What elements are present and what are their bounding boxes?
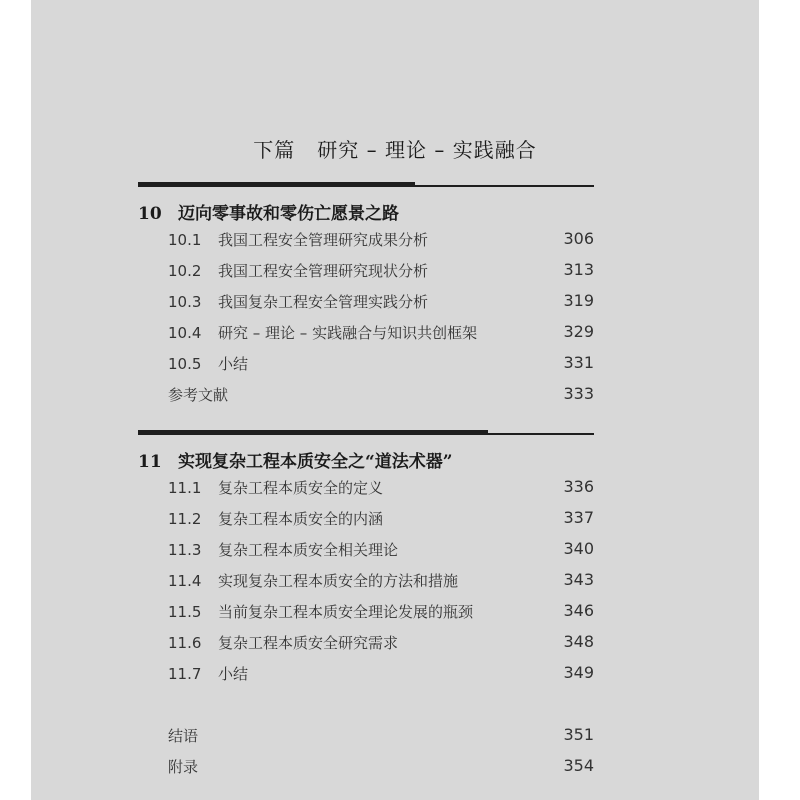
page-number: 349 xyxy=(563,663,594,682)
section-number: 11.1 xyxy=(168,479,202,497)
toc-entry[interactable] xyxy=(168,291,594,313)
section-number: 11.4 xyxy=(168,572,202,590)
chapter-rule-thick xyxy=(138,430,488,435)
toc-entry[interactable] xyxy=(168,353,594,375)
page-number: 346 xyxy=(563,601,594,620)
section-title: 研究 – 理论 – 实践融合与知识共创框架 xyxy=(218,324,478,342)
chapter-rule xyxy=(138,433,594,435)
chapter-rule-thick xyxy=(138,182,415,187)
section-title: 实现复杂工程本质安全的方法和措施 xyxy=(218,572,459,590)
section-number: 11.3 xyxy=(168,541,202,559)
toc-entry[interactable] xyxy=(168,322,594,344)
section-number: 11.7 xyxy=(168,665,202,683)
toc-entry-references[interactable] xyxy=(168,384,594,406)
toc-entry[interactable] xyxy=(168,663,594,685)
section-title: 小结 xyxy=(218,665,249,683)
toc-entry[interactable] xyxy=(168,477,594,499)
toc-entry[interactable] xyxy=(168,632,594,654)
page-number: 313 xyxy=(563,260,594,279)
section-title: 我国复杂工程安全管理实践分析 xyxy=(218,293,429,311)
section-title: 复杂工程本质安全相关理论 xyxy=(218,541,399,559)
section-number: 10.2 xyxy=(168,262,202,280)
page-number: 351 xyxy=(563,725,594,744)
section-number: 10.1 xyxy=(168,231,202,249)
chapter-number: 11 xyxy=(138,452,162,472)
toc-entry[interactable] xyxy=(168,260,594,282)
toc-entry[interactable] xyxy=(168,229,594,251)
page-number: 333 xyxy=(563,384,594,403)
part-name: 研究 – 理论 – 实践融合 xyxy=(317,138,537,162)
toc-entry-conclusion[interactable] xyxy=(168,725,594,747)
page-number: 306 xyxy=(563,229,594,248)
chapter-title: 迈向零事故和零伤亡愿景之路 xyxy=(178,204,399,224)
chapter-title: 实现复杂工程本质安全之“道法术器” xyxy=(178,452,453,472)
part-title xyxy=(31,134,759,163)
page-number: 337 xyxy=(563,508,594,527)
section-number: 11.2 xyxy=(168,510,202,528)
section-number: 11.6 xyxy=(168,634,202,652)
toc-entry[interactable] xyxy=(168,539,594,561)
page-number: 329 xyxy=(563,322,594,341)
section-title: 我国工程安全管理研究现状分析 xyxy=(218,262,429,280)
chapter-number: 10 xyxy=(138,204,162,224)
section-title: 复杂工程本质安全的定义 xyxy=(218,479,384,497)
section-title: 当前复杂工程本质安全理论发展的瓶颈 xyxy=(218,603,474,621)
page-number: 343 xyxy=(563,570,594,589)
backmatter-title: 结语 xyxy=(168,727,199,745)
section-title: 小结 xyxy=(218,355,249,373)
page-number: 354 xyxy=(563,756,594,775)
book-page xyxy=(31,0,759,800)
section-title: 复杂工程本质安全的内涵 xyxy=(218,510,384,528)
page-number: 348 xyxy=(563,632,594,651)
section-title: 我国工程安全管理研究成果分析 xyxy=(218,231,429,249)
toc-entry-appendix[interactable] xyxy=(168,756,594,778)
section-number: 10.5 xyxy=(168,355,202,373)
part-label: 下篇 xyxy=(253,138,296,162)
page-number: 340 xyxy=(563,539,594,558)
chapter-heading[interactable] xyxy=(138,447,453,472)
page-number: 336 xyxy=(563,477,594,496)
section-number: 10.3 xyxy=(168,293,202,311)
chapter-heading[interactable] xyxy=(138,199,399,224)
section-number: 10.4 xyxy=(168,324,202,342)
toc-entry[interactable] xyxy=(168,601,594,623)
section-title: 复杂工程本质安全研究需求 xyxy=(218,634,399,652)
toc-entry[interactable] xyxy=(168,570,594,592)
toc-entry[interactable] xyxy=(168,508,594,530)
page-number: 319 xyxy=(563,291,594,310)
references-title: 参考文献 xyxy=(168,386,229,404)
page-number: 331 xyxy=(563,353,594,372)
chapter-rule xyxy=(138,185,594,187)
backmatter-title: 附录 xyxy=(168,758,199,776)
section-number: 11.5 xyxy=(168,603,202,621)
